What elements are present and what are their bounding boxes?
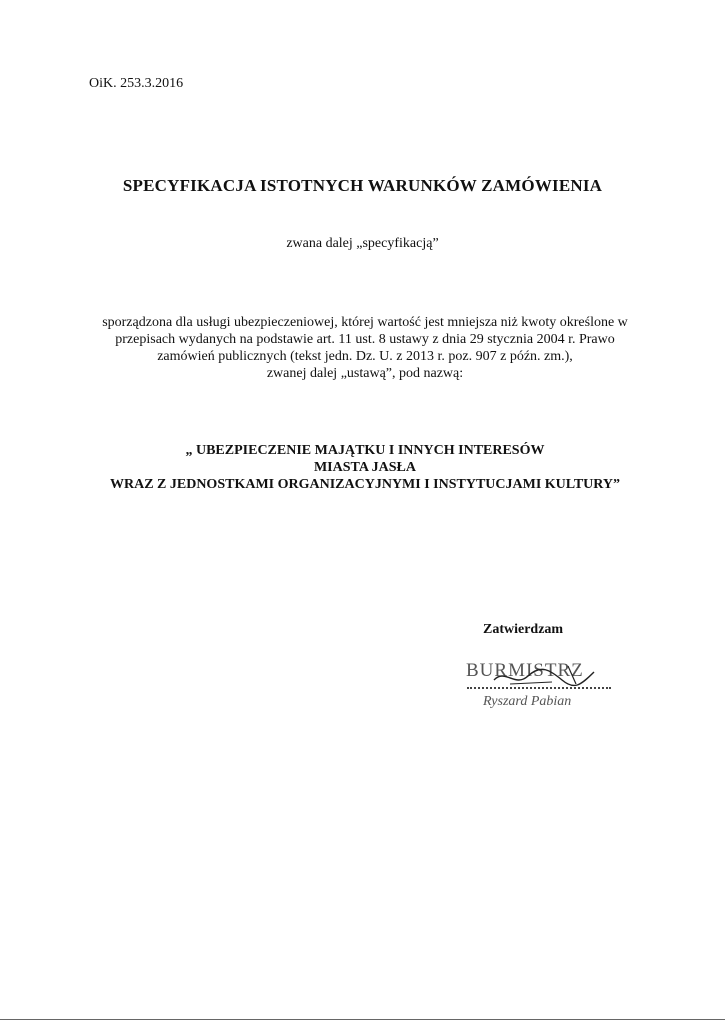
mayor-stamp-title: BURMISTRZ <box>466 660 584 681</box>
description-paragraph <box>80 314 650 382</box>
approval-label: Zatwierdzam <box>483 622 564 637</box>
mayor-stamp-name: Ryszard Pabian <box>483 694 572 709</box>
document-title: SPECYFIKACJA ISTOTNYCH WARUNKÓW ZAMÓWIENIA <box>122 176 603 195</box>
page-bottom-edge <box>0 1019 725 1020</box>
document-subtitle: zwana dalej „specyfikacją” <box>286 236 439 251</box>
description-line: sporządzona dla usługi ubezpieczeniowej, której wartość jest mniejsza niż kwoty określone w <box>102 315 628 330</box>
contract-name-line: WRAZ Z JEDNOSTKAMI ORGANIZACYJNYMI I INSTYTUCJAMI KULTURY” <box>109 477 621 492</box>
description-line: przepisach wydanych na podstawie art. 11 ust. 8 ustawy z dnia 29 stycznia 2004 r. Prawo <box>115 332 615 347</box>
document-reference-number: OiK. 253.3.2016 <box>89 76 184 91</box>
signature-dotted-line <box>467 687 611 689</box>
description-line: zwanej dalej „ustawą”, pod nazwą: <box>266 366 464 381</box>
contract-name-line: „ UBEZPIECZENIE MAJĄTKU I INNYCH INTERESÓW <box>185 443 545 458</box>
description-line: zamówień publicznych (tekst jedn. Dz. U. z 2013 r. poz. 907 z późn. zm.), <box>157 349 573 364</box>
contract-name <box>40 442 690 493</box>
contract-name-line: MIASTA JASŁA <box>313 460 417 475</box>
